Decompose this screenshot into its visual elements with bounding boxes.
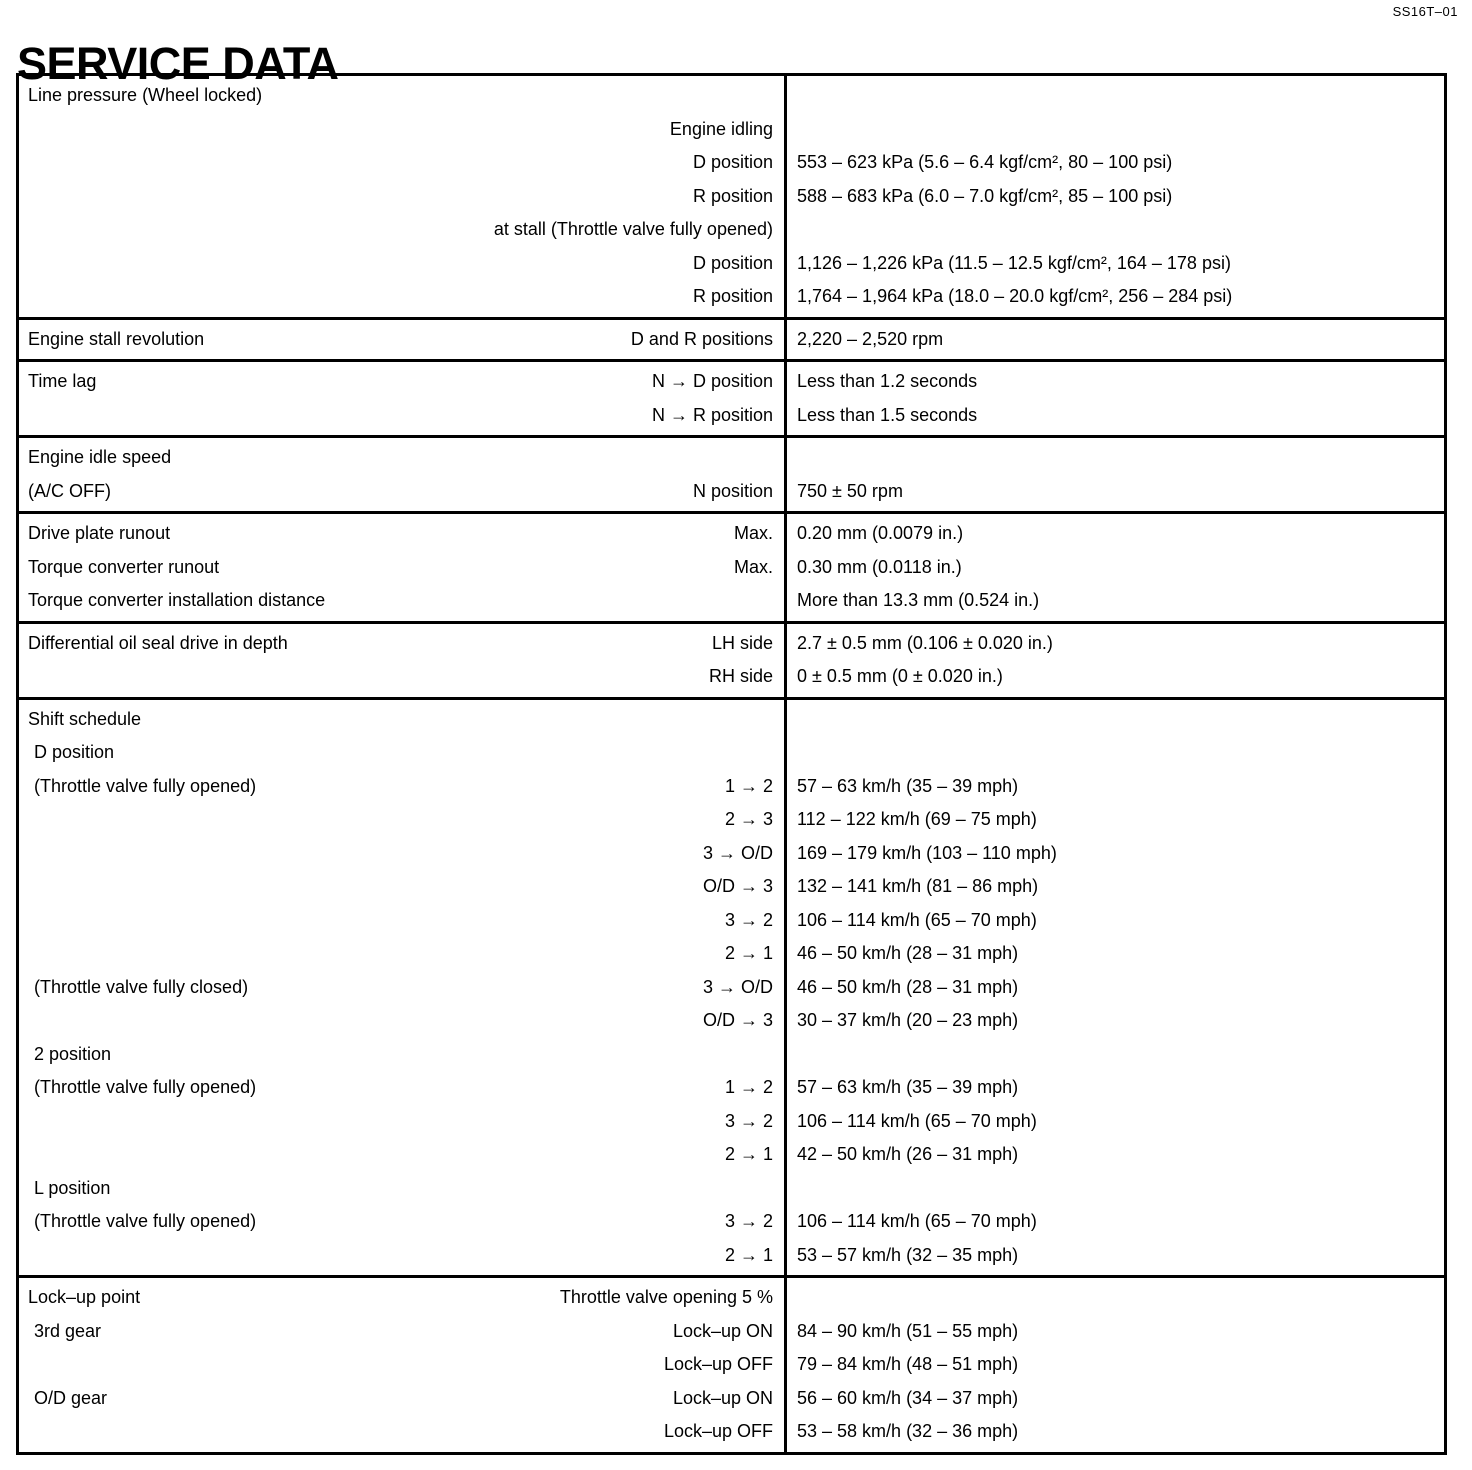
spec-label-cell: [19, 254, 784, 273]
table-row: [19, 1205, 1444, 1239]
row-sub-label: Max.: [733, 557, 773, 577]
row-sub-label: D position: [692, 153, 773, 173]
row-value: 56 – 60 km/h (34 – 37 mph): [797, 1388, 1019, 1408]
row-left-label: 2 position: [34, 1044, 112, 1064]
table-row: [19, 1138, 1444, 1172]
table-sections: [19, 76, 1444, 1452]
spec-label-cell: [19, 1011, 784, 1030]
row-sub-label: N → R position: [651, 405, 773, 425]
spec-label-cell: [19, 710, 784, 729]
row-value: 112 – 122 km/h (69 – 75 mph): [797, 810, 1037, 830]
spec-label-cell: [19, 911, 784, 930]
table-row: [19, 1348, 1444, 1382]
spec-label-cell: [19, 743, 784, 762]
spec-label-cell: [19, 634, 784, 653]
row-left-label: Engine stall revolution: [28, 329, 205, 349]
table-row: [19, 441, 1444, 475]
table-row: [19, 627, 1444, 661]
table-row: [19, 904, 1444, 938]
row-left-label: (Throttle valve fully opened): [34, 1078, 257, 1098]
spec-label-cell: [19, 810, 784, 829]
table-row: [19, 146, 1444, 180]
table-section-engine-stall-revolution: [19, 317, 1444, 360]
row-value: 106 – 114 km/h (65 – 70 mph): [797, 910, 1037, 930]
table-row: [19, 1239, 1444, 1273]
row-sub-label: R position: [692, 287, 773, 307]
spec-label-cell: [19, 448, 784, 467]
spec-label-cell: [19, 1322, 784, 1341]
spec-label-cell: [19, 1288, 784, 1307]
spec-label-cell: [19, 1246, 784, 1265]
spec-label-cell: [19, 330, 784, 349]
row-sub-label: N → D position: [651, 372, 773, 392]
row-value: 0.30 mm (0.0118 in.): [797, 557, 962, 577]
table-row: [19, 703, 1444, 737]
row-value: 0.20 mm (0.0079 in.): [797, 524, 964, 544]
table-row: [19, 803, 1444, 837]
spec-label-cell: [19, 406, 784, 425]
table-section-engine-idle-speed: [19, 435, 1444, 511]
table-row: [19, 247, 1444, 281]
row-value: 1,764 – 1,964 kPa (18.0 – 20.0 kgf/cm², 256 – 284 psi): [797, 287, 1233, 307]
spec-label-cell: [19, 482, 784, 501]
row-value: 57 – 63 km/h (35 – 39 mph): [797, 1078, 1019, 1098]
table-row: [19, 1382, 1444, 1416]
row-value: 84 – 90 km/h (51 – 55 mph): [797, 1321, 1019, 1341]
spec-label-cell: [19, 1355, 784, 1374]
table-row: [19, 113, 1444, 147]
row-left-label: (A/C OFF): [28, 481, 111, 501]
row-value: 53 – 58 km/h (32 – 36 mph): [797, 1422, 1019, 1442]
spec-label-cell: [19, 1078, 784, 1097]
row-sub-label: Engine idling: [669, 119, 773, 139]
row-left-label: 3rd gear: [34, 1321, 102, 1341]
row-left-label: (Throttle valve fully opened): [34, 1212, 257, 1232]
table-row: [19, 517, 1444, 551]
spec-label-cell: [19, 187, 784, 206]
row-left-label: Drive plate runout: [28, 524, 171, 544]
table-row: [19, 365, 1444, 399]
spec-label-cell: [19, 372, 784, 391]
row-sub-label: Lock–up ON: [672, 1321, 773, 1341]
spec-label-cell: [19, 944, 784, 963]
row-value: Less than 1.2 seconds: [797, 372, 978, 392]
table-row: [19, 1071, 1444, 1105]
row-sub-label: LH side: [711, 633, 773, 653]
spec-label-cell: [19, 558, 784, 577]
row-left-label: Differential oil seal drive in depth: [28, 633, 288, 653]
table-section-lock-up-point: [19, 1275, 1444, 1452]
spec-label-cell: [19, 1045, 784, 1064]
row-sub-label: O/D → 3: [702, 877, 773, 897]
table-row: [19, 79, 1444, 113]
row-left-label: D position: [34, 743, 115, 763]
row-sub-label: 3 → 2: [724, 910, 773, 930]
row-value: 79 – 84 km/h (48 – 51 mph): [797, 1355, 1019, 1375]
table-section-line-pressure: [19, 76, 1444, 317]
spec-label-cell: [19, 591, 784, 610]
row-left-label: (Throttle valve fully closed): [34, 977, 249, 997]
table-section-differential-oil-seal: [19, 621, 1444, 697]
row-sub-label: 2 → 1: [724, 1145, 773, 1165]
row-left-label: O/D gear: [34, 1388, 108, 1408]
table-row: [19, 475, 1444, 509]
row-sub-label: Lock–up OFF: [663, 1422, 773, 1442]
table-row: [19, 1038, 1444, 1072]
spec-label-cell: [19, 220, 784, 239]
table-section-shift-schedule: [19, 697, 1444, 1276]
table-row: [19, 1105, 1444, 1139]
row-value: 2,220 – 2,520 rpm: [797, 329, 944, 349]
table-row: [19, 180, 1444, 214]
row-sub-label: Lock–up ON: [672, 1388, 773, 1408]
row-value: 553 – 623 kPa (5.6 – 6.4 kgf/cm², 80 – 100 psi): [797, 153, 1173, 173]
row-sub-label: 3 → 2: [724, 1111, 773, 1131]
row-left-label: Lock–up point: [28, 1288, 141, 1308]
table-section-time-lag: [19, 359, 1444, 435]
row-value: 46 – 50 km/h (28 – 31 mph): [797, 944, 1019, 964]
table-row: [19, 399, 1444, 433]
row-left-label: Line pressure (Wheel locked): [28, 86, 263, 106]
row-sub-label: Max.: [733, 524, 773, 544]
table-row: [19, 736, 1444, 770]
table-row: [19, 280, 1444, 314]
table-row: [19, 323, 1444, 357]
row-value: 588 – 683 kPa (6.0 – 7.0 kgf/cm², 85 – 100 psi): [797, 186, 1173, 206]
row-value: 42 – 50 km/h (26 – 31 mph): [797, 1145, 1019, 1165]
spec-label-cell: [19, 153, 784, 172]
table-row: [19, 937, 1444, 971]
table-row: [19, 213, 1444, 247]
page-title: SERVICE DATA: [17, 38, 339, 90]
table-row: [19, 1415, 1444, 1449]
spec-label-cell: [19, 844, 784, 863]
row-sub-label: 3 → O/D: [702, 977, 773, 997]
row-sub-label: 3 → O/D: [702, 843, 773, 863]
table-row: [19, 1315, 1444, 1349]
table-row: [19, 1004, 1444, 1038]
row-value: 169 – 179 km/h (103 – 110 mph): [797, 843, 1057, 863]
table-row: [19, 770, 1444, 804]
column-divider: [784, 76, 787, 1452]
row-left-label: Torque converter installation distance: [28, 591, 326, 611]
table-row: [19, 584, 1444, 618]
table-row: [19, 551, 1444, 585]
row-value: 1,126 – 1,226 kPa (11.5 – 12.5 kgf/cm², 164 – 178 psi): [797, 253, 1231, 273]
spec-label-cell: [19, 1389, 784, 1408]
table-row: [19, 1281, 1444, 1315]
row-sub-label: Throttle valve opening 5 %: [559, 1288, 773, 1308]
row-left-label: Torque converter runout: [28, 557, 220, 577]
spec-label-cell: [19, 877, 784, 896]
spec-label-cell: [19, 667, 784, 686]
table-row: [19, 1172, 1444, 1206]
spec-label-cell: [19, 287, 784, 306]
row-left-label: Time lag: [28, 372, 97, 392]
row-sub-label: D and R positions: [630, 329, 773, 349]
row-sub-label: 1 → 2: [724, 776, 773, 796]
row-sub-label: D position: [692, 253, 773, 273]
row-sub-label: RH side: [708, 667, 773, 687]
row-value: 132 – 141 km/h (81 – 86 mph): [797, 877, 1039, 897]
row-left-label: L position: [34, 1178, 111, 1198]
row-sub-label: O/D → 3: [702, 1011, 773, 1031]
row-sub-label: at stall (Throttle valve fully opened): [493, 220, 773, 240]
spec-label-cell: [19, 1212, 784, 1231]
row-value: 750 ± 50 rpm: [797, 481, 903, 501]
row-sub-label: 3 → 2: [724, 1212, 773, 1232]
page-code: SS16T–01: [1392, 4, 1458, 19]
spec-label-cell: [19, 1112, 784, 1131]
row-sub-label: 2 → 1: [724, 1245, 773, 1265]
row-value: 2.7 ± 0.5 mm (0.106 ± 0.020 in.): [797, 633, 1053, 653]
row-value: Less than 1.5 seconds: [797, 405, 978, 425]
row-left-label: Shift schedule: [28, 709, 142, 729]
spec-label-cell: [19, 978, 784, 997]
table-row: [19, 660, 1444, 694]
spec-label-cell: [19, 1145, 784, 1164]
table-row: [19, 971, 1444, 1005]
row-value: 0 ± 0.5 mm (0 ± 0.020 in.): [797, 667, 1003, 687]
row-value: 106 – 114 km/h (65 – 70 mph): [797, 1111, 1037, 1131]
spec-label-cell: [19, 120, 784, 139]
row-sub-label: R position: [692, 186, 773, 206]
row-left-label: Engine idle speed: [28, 448, 172, 468]
row-value: 53 – 57 km/h (32 – 35 mph): [797, 1245, 1019, 1265]
spec-label-cell: [19, 524, 784, 543]
table-row: [19, 870, 1444, 904]
row-value: 57 – 63 km/h (35 – 39 mph): [797, 776, 1019, 796]
row-value: More than 13.3 mm (0.524 in.): [797, 591, 1040, 611]
row-value: 106 – 114 km/h (65 – 70 mph): [797, 1212, 1037, 1232]
table-section-runout: [19, 511, 1444, 621]
row-sub-label: 2 → 3: [724, 810, 773, 830]
row-sub-label: 2 → 1: [724, 944, 773, 964]
row-sub-label: Lock–up OFF: [663, 1355, 773, 1375]
service-data-table: [16, 73, 1447, 1455]
row-left-label: (Throttle valve fully opened): [34, 776, 257, 796]
row-value: 30 – 37 km/h (20 – 23 mph): [797, 1011, 1019, 1031]
spec-label-cell: [19, 1422, 784, 1441]
spec-label-cell: [19, 1179, 784, 1198]
table-row: [19, 837, 1444, 871]
spec-label-cell: [19, 86, 784, 105]
row-value: 46 – 50 km/h (28 – 31 mph): [797, 977, 1019, 997]
spec-label-cell: [19, 777, 784, 796]
row-sub-label: 1 → 2: [724, 1078, 773, 1098]
row-sub-label: N position: [692, 481, 773, 501]
